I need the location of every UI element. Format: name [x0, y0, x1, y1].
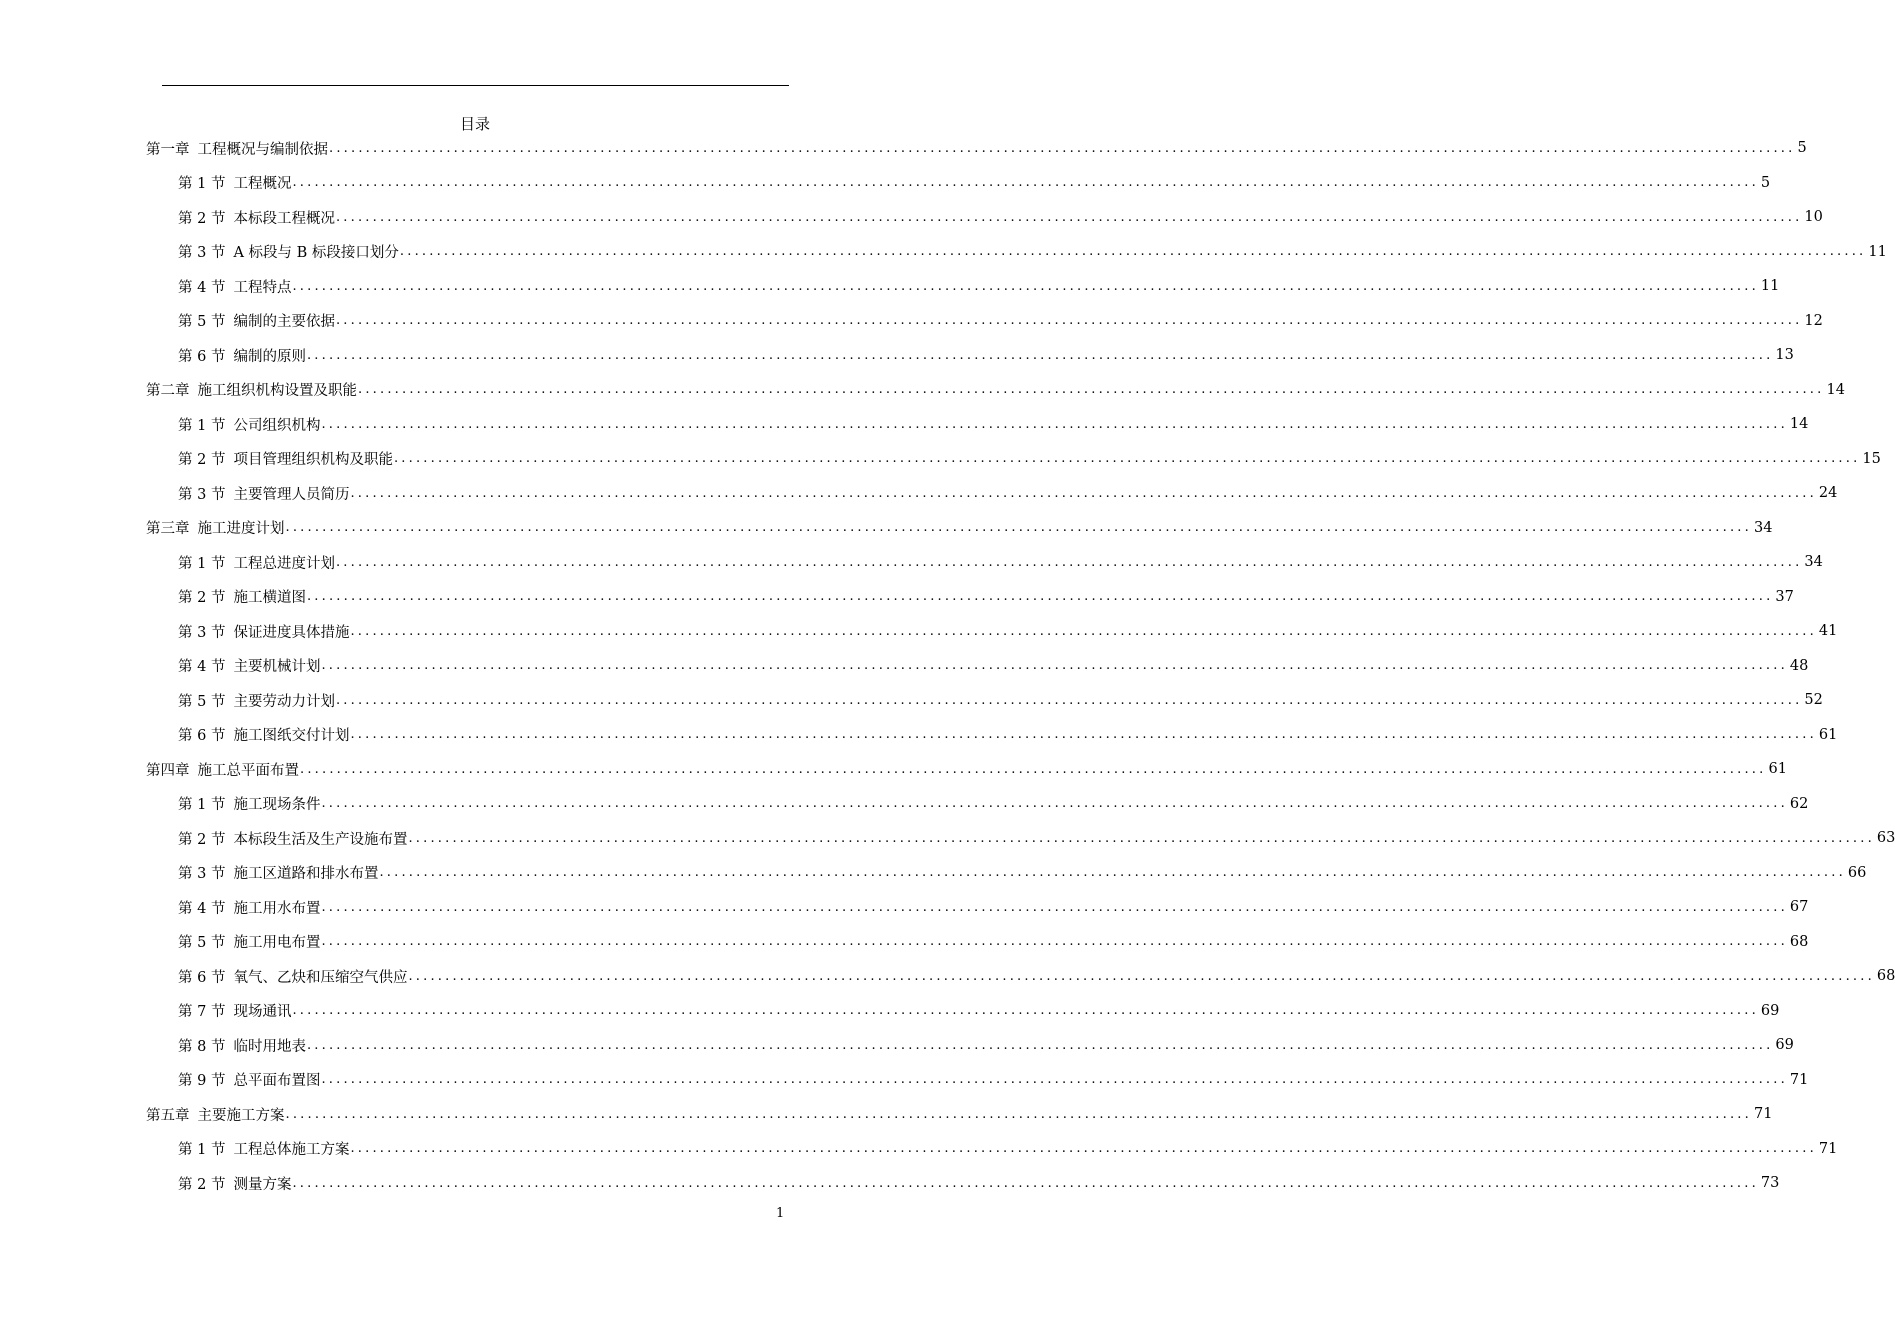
toc-section-entry[interactable]	[178, 787, 1809, 822]
toc-entry-title: 主要管理人员简历	[233, 486, 350, 503]
toc-dot-leader: ........................................................................................................................................................................................................	[300, 761, 1767, 777]
toc-entry-title: 主要机械计划	[233, 659, 321, 676]
toc-dot-leader: ........................................................................................................................................................................................................	[306, 1037, 1774, 1053]
toc-entry-page: 73	[1760, 1175, 1780, 1192]
toc-entry-number: 第 6 节	[178, 348, 226, 365]
toc-entry-number: 第 8 节	[178, 1038, 226, 1055]
toc-dot-leader: ........................................................................................................................................................................................................	[335, 554, 1803, 570]
toc-entry-page: 37	[1775, 588, 1794, 605]
toc-entry-page: 48	[1789, 657, 1809, 674]
toc-entry-number: 第 1 节	[178, 555, 226, 572]
toc-entry-number: 第 9 节	[178, 1073, 226, 1090]
toc-entry-page: 13	[1775, 347, 1794, 364]
toc-entry-number: 第 5 节	[178, 693, 226, 710]
toc-dot-leader: ........................................................................................................................................................................................................	[350, 727, 1817, 743]
toc-entry-number: 第 1 节	[178, 176, 226, 193]
toc-entry-page: 61	[1818, 726, 1838, 743]
toc-section-entry[interactable]	[178, 959, 1895, 994]
toc-dot-leader: ........................................................................................................................................................................................................	[335, 313, 1803, 329]
toc-chapter-entry[interactable]	[146, 1097, 1773, 1132]
toc-dot-leader: ........................................................................................................................................................................................................	[321, 934, 1788, 950]
toc-section-entry[interactable]	[178, 925, 1809, 960]
toc-entry-number: 第三章	[146, 521, 190, 538]
toc-entry-page: 14	[1789, 416, 1809, 433]
toc-section-entry[interactable]	[178, 304, 1823, 339]
toc-dot-leader: ........................................................................................................................................................................................................	[408, 830, 1875, 846]
toc-section-entry[interactable]	[178, 338, 1794, 373]
toc-entry-number: 第 3 节	[178, 486, 226, 503]
toc-entry-number: 第 5 节	[178, 935, 226, 952]
toc-section-entry[interactable]	[178, 1063, 1809, 1098]
toc-section-entry[interactable]	[178, 545, 1823, 580]
toc-entry-page: 14	[1826, 381, 1845, 398]
toc-section-entry[interactable]	[178, 718, 1838, 753]
toc-chapter-entry[interactable]	[146, 752, 1787, 787]
toc-entry-number: 第 6 节	[178, 969, 226, 986]
toc-entry-number: 第 4 节	[178, 900, 226, 917]
toc-dot-leader: ........................................................................................................................................................................................................	[321, 899, 1788, 915]
toc-entry-number: 第二章	[146, 383, 190, 400]
toc-entry-page: 24	[1818, 485, 1838, 502]
toc-entry-title: 编制的原则	[233, 348, 306, 365]
toc-entry-page: 69	[1775, 1037, 1794, 1054]
toc-entry-page: 66	[1847, 864, 1867, 881]
toc-entry-page: 11	[1760, 278, 1780, 295]
toc-entry-page: 5	[1797, 140, 1807, 157]
toc-entry-number: 第 6 节	[178, 728, 226, 745]
toc-entry-number: 第 3 节	[178, 624, 226, 641]
toc-entry-title: 工程概况	[233, 176, 292, 193]
toc-dot-leader: ........................................................................................................................................................................................................	[285, 520, 1752, 536]
toc-entry-title: 临时用地表	[233, 1038, 306, 1055]
toc-entry-title: 项目管理组织机构及职能	[233, 452, 393, 469]
toc-entry-page: 61	[1768, 761, 1787, 778]
toc-entry-number: 第 4 节	[178, 279, 226, 296]
toc-section-entry[interactable]	[178, 856, 1867, 891]
toc-entry-title: 氧气、乙炔和压缩空气供应	[233, 969, 408, 986]
toc-entry-number: 第五章	[146, 1107, 190, 1124]
toc-dot-leader: ........................................................................................................................................................................................................	[329, 140, 1796, 156]
toc-entry-title: 施工组织机构设置及职能	[197, 383, 357, 400]
toc-entry-number: 第 4 节	[178, 659, 226, 676]
toc-dot-leader: ........................................................................................................................................................................................................	[408, 968, 1875, 984]
toc-dot-leader: ........................................................................................................................................................................................................	[335, 209, 1803, 225]
toc-entry-number: 第四章	[146, 762, 190, 779]
toc-dot-leader: ........................................................................................................................................................................................................	[321, 796, 1788, 812]
toc-entry-title: 施工用水布置	[233, 900, 321, 917]
toc-entry-page: 71	[1753, 1106, 1773, 1123]
toc-section-entry[interactable]	[178, 821, 1895, 856]
toc-dot-leader: ........................................................................................................................................................................................................	[399, 244, 1867, 260]
toc-dot-leader: ........................................................................................................................................................................................................	[321, 658, 1788, 674]
toc-entry-number: 第 1 节	[178, 1142, 226, 1159]
toc-dot-leader: ........................................................................................................................................................................................................	[350, 1141, 1817, 1157]
toc-dot-leader: ........................................................................................................................................................................................................	[321, 1072, 1788, 1088]
toc-dot-leader: ........................................................................................................................................................................................................	[285, 1106, 1752, 1122]
toc-entry-title: 本标段工程概况	[233, 210, 335, 227]
page-number: 1	[776, 1206, 785, 1221]
toc-dot-leader: ........................................................................................................................................................................................................	[306, 589, 1774, 605]
toc-entry-title: 工程总进度计划	[233, 555, 335, 572]
toc-entry-title: 现场通讯	[233, 1004, 292, 1021]
toc-section-entry[interactable]	[178, 1166, 1780, 1201]
toc-dot-leader: ........................................................................................................................................................................................................	[306, 347, 1774, 363]
toc-entry-number: 第 7 节	[178, 1004, 226, 1021]
toc-entry-title: 主要施工方案	[197, 1107, 285, 1124]
toc-dot-leader: ........................................................................................................................................................................................................	[350, 623, 1817, 639]
toc-section-entry[interactable]	[178, 683, 1823, 718]
toc-title: 目录	[459, 115, 490, 133]
toc-dot-leader: ........................................................................................................................................................................................................	[335, 692, 1803, 708]
toc-section-entry[interactable]	[178, 407, 1809, 442]
toc-dot-leader: ........................................................................................................................................................................................................	[292, 1003, 1759, 1019]
toc-entry-page: 34	[1804, 554, 1823, 571]
toc-dot-leader: ........................................................................................................................................................................................................	[358, 382, 1825, 398]
toc-section-entry[interactable]	[178, 476, 1838, 511]
header-rule	[162, 85, 789, 86]
toc-section-entry[interactable]	[178, 1132, 1838, 1167]
toc-entry-title: 主要劳动力计划	[233, 693, 335, 710]
toc-chapter-entry[interactable]	[146, 511, 1773, 546]
toc-entry-page: 11	[1868, 243, 1887, 260]
toc-entry-page: 62	[1789, 795, 1809, 812]
toc-dot-leader: ........................................................................................................................................................................................................	[292, 1175, 1759, 1191]
toc-entry-page: 5	[1760, 174, 1771, 191]
toc-entry-title: 施工用电布置	[233, 935, 321, 952]
toc-entry-title: 总平面布置图	[233, 1073, 321, 1090]
toc-entry-title: 测量方案	[233, 1176, 292, 1193]
toc-entry-page: 71	[1818, 1140, 1838, 1157]
toc-entry-number: 第 1 节	[178, 797, 226, 814]
toc-chapter-entry[interactable]	[146, 131, 1807, 166]
toc-entry-number: 第 2 节	[178, 1176, 226, 1193]
toc-entry-number: 第 2 节	[178, 831, 226, 848]
toc-section-entry[interactable]	[178, 166, 1771, 201]
toc-entry-page: 34	[1753, 519, 1773, 536]
toc-entry-number: 第 3 节	[178, 866, 226, 883]
toc-entry-title: 本标段生活及生产设施布置	[233, 831, 408, 848]
toc-entry-title: 工程总体施工方案	[233, 1142, 350, 1159]
toc-section-entry[interactable]	[178, 442, 1881, 477]
toc-section-entry[interactable]	[178, 269, 1780, 304]
toc-section-entry[interactable]	[178, 1028, 1794, 1063]
toc-section-entry[interactable]	[178, 890, 1809, 925]
toc-entry-title: 施工进度计划	[197, 521, 285, 538]
toc-entry-page: 63	[1876, 830, 1895, 847]
toc-entry-title: 施工总平面布置	[197, 762, 299, 779]
toc-entry-title: 公司组织机构	[233, 417, 321, 434]
toc-entry-number: 第 3 节	[178, 245, 226, 262]
toc-entry-page: 52	[1804, 692, 1823, 709]
toc-entry-page: 71	[1789, 1071, 1809, 1088]
toc-entry-title: 工程特点	[233, 279, 292, 296]
toc-section-entry[interactable]	[178, 614, 1838, 649]
toc-entry-title: 工程概况与编制依据	[197, 141, 328, 158]
toc-entry-title: 施工横道图	[233, 590, 306, 607]
toc-entry-page: 15	[1862, 450, 1881, 467]
toc-entry-page: 12	[1804, 312, 1823, 329]
toc-dot-leader: ........................................................................................................................................................................................................	[292, 278, 1759, 294]
toc-chapter-entry[interactable]	[146, 373, 1845, 408]
toc-entry-title: 施工图纸交付计划	[233, 728, 350, 745]
toc-dot-leader: ........................................................................................................................................................................................................	[393, 451, 1861, 467]
toc-entry-title: 编制的主要依据	[233, 314, 335, 331]
toc-entry-title: 保证进度具体措施	[233, 624, 350, 641]
toc-section-entry[interactable]	[178, 649, 1809, 684]
toc-dot-leader: ........................................................................................................................................................................................................	[379, 865, 1846, 881]
toc-entry-page: 68	[1876, 968, 1895, 985]
toc-entry-number: 第 2 节	[178, 210, 226, 227]
toc-entry-number: 第 5 节	[178, 314, 226, 331]
toc-section-entry[interactable]	[178, 200, 1823, 235]
toc-entry-page: 68	[1789, 933, 1809, 950]
toc-entry-title: 施工区道路和排水布置	[233, 866, 379, 883]
toc-entry-page: 67	[1789, 899, 1809, 916]
toc-dot-leader: ........................................................................................................................................................................................................	[350, 485, 1817, 501]
toc-entry-number: 第 2 节	[178, 590, 226, 607]
toc-entry-number: 第一章	[146, 141, 190, 158]
toc-entry-title: 施工现场条件	[233, 797, 321, 814]
toc-section-entry[interactable]	[178, 994, 1780, 1029]
toc-dot-leader: ........................................................................................................................................................................................................	[292, 175, 1759, 191]
toc-entry-page: 10	[1804, 209, 1823, 226]
toc-dot-leader: ........................................................................................................................................................................................................	[321, 416, 1788, 432]
toc-entry-page: 69	[1760, 1002, 1780, 1019]
toc-section-entry[interactable]	[178, 235, 1887, 270]
toc-section-entry[interactable]	[178, 580, 1794, 615]
toc-entry-page: 41	[1818, 623, 1838, 640]
toc-entry-number: 第 2 节	[178, 452, 226, 469]
toc-entry-number: 第 1 节	[178, 417, 226, 434]
toc-entry-title: A 标段与 B 标段接口划分	[233, 245, 399, 262]
